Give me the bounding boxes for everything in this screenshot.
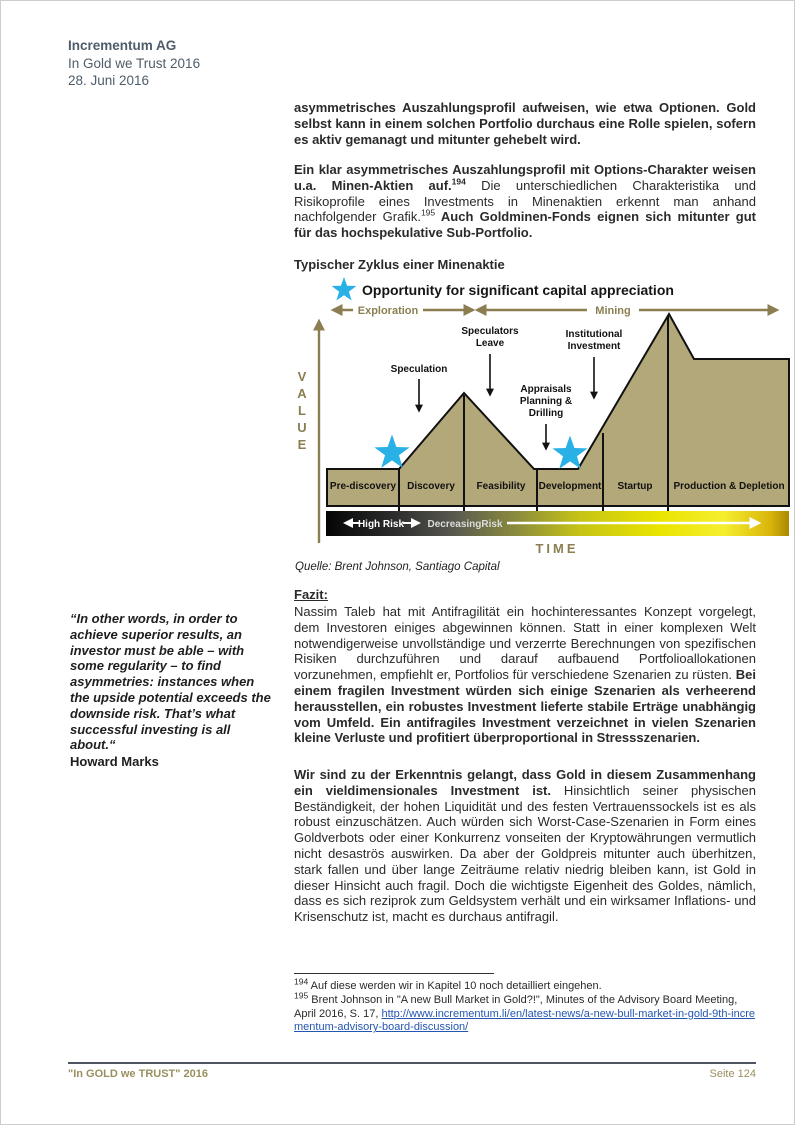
annotation-appraisals: Drilling (528, 408, 564, 419)
stage-label: Pre-discovery (329, 481, 397, 492)
paragraph-text: asymmetrisches Auszahlungsprofil aufweisen, wie etwa Optionen. Gold selbst kann in einem solchen Portfolio durchaus eine Rolle spielen, sofern es aktiv gemanagt und mitunter gehebelt wird. (294, 100, 756, 147)
footnote-text: Auf diese werden wir in Kapitel 10 noch detailliert eingehen. (310, 980, 602, 992)
decreasing-risk-label: DecreasingRisk (427, 519, 503, 530)
exploration-label: Exploration (357, 305, 419, 317)
stage-label: Discovery (407, 481, 455, 492)
paragraph-conclusion (294, 767, 756, 925)
chart-title: Typischer Zyklus einer Minenaktie (294, 257, 505, 272)
stage-label: Development (538, 481, 602, 492)
footer-rule (68, 1062, 756, 1064)
footnotes (294, 973, 756, 1035)
annotation-institutional-investment: Institutional (565, 329, 623, 340)
paragraph-bold-tail: Auch Goldminen-Fonds eignen sich mitunter gut für das hochspekulative Sub-Portfolio. (294, 209, 756, 241)
footnote-link[interactable]: http://www.incrementum.li/en/latest-news/a-new-bull-market-in-gold-9th-incrementum-advisory-board-discussion/ (294, 1007, 755, 1034)
value-axis-letter: E (297, 437, 307, 452)
annotation-institutional-investment: Investment (567, 341, 621, 352)
report-title: In Gold we Trust 2016 (68, 55, 201, 71)
page-footer (68, 1068, 756, 1080)
footnote-text: Brent Johnson in "A new Bull Market in Gold?!", Minutes of the Advisory Board Meeting, April 2016, S. 17, (294, 993, 738, 1020)
paragraph-continued (294, 100, 756, 147)
conclusion-bold-lead: Wir sind zu der Erkenntnis gelangt, dass Gold in diesem Zusammenhang ein vieldimensionales Investment ist. (294, 767, 756, 798)
report-date: 28. Juni 2016 (68, 73, 150, 88)
fazit-bold: Bei einem fragilen Investment würden sich einige Szenarien als verheerend herausstellen, ein robustes Investment lieferte stabile Erträge unabhängig vom Umfeld. Ein antifragiles Investment verzeichnet in vielen Szenarien kleine Verluste und profitiert überproportional in Stressszenarien. (294, 667, 756, 746)
chart-source-caption: Quelle: Brent Johnson, Santiago Capital (295, 561, 500, 573)
legend-label: Opportunity for significant capital appreciation (362, 282, 674, 298)
legend-star-icon (332, 277, 357, 301)
fazit-heading: Fazit: (294, 587, 328, 602)
margin-quote (70, 611, 272, 770)
conclusion-regular: Hinsichtlich seiner physischen Beständigkeit, der hohen Liquidität und des festen Vertrauenssockels ist es als robust einzuschätzen. Auch würden sich Worst-Case-Szenarien in Form eines Goldverbots oder einer Konkurrenz vonseiten der Kryptowährungen vermutlich nicht desaströs auswirken. Da aber der Goldpreis mitunter auch überhitzen, stark fallen und über lange Zeiträume relativ niedrig bleiben kann, ist Gold in dieser Hinsicht auch fragil. Doch die wichtigste Eigenheit des Goldes, nämlich, dass es sich reziprok zum Geldsystem verhält und ein wirksamer Inflations- und Krisenschutz ist, macht es durchaus antifragil. (294, 782, 756, 925)
footnote-195 (294, 990, 756, 1035)
paragraph-regular: Die unterschiedlichen Charakteristika und Risikoprofile eines Investments in Minenaktien erkennt man anhand nachfolgender Grafik. (294, 177, 757, 225)
footer-report-title: "In GOLD we TRUST" 2016 (68, 1068, 209, 1080)
fazit-regular: Nassim Taleb hat mit Antifragilität ein hochinteressantes Konzept vorgelegt, dem Investoren einiges abgewinnen können. Statt in einer komplexen Welt notwendigerweise unvollständige und verzerrte Berechnungen von spezifischen Risiken durchzuführen und darauf aufbauend Portfolioallokationen vorzunehmen, empfiehlt er, Portfolios für verschiedene Szenarien zu rüsten. (294, 604, 756, 683)
annotation-speculation: Speculation (390, 364, 448, 375)
footnote-194 (294, 976, 756, 994)
footnote-number: 194 (294, 976, 309, 987)
paragraph-fazit (294, 604, 756, 746)
footnote-separator (294, 973, 494, 974)
value-axis-letter: V (297, 369, 307, 384)
quote-text: “In other words, in order to achieve superior results, an investor must be able – with some regularity – to find asymmetries: instances when the upside potential exceeds the downside risk. That’s what successful investing is all about.“ (70, 611, 271, 753)
quote-author: Howard Marks (70, 754, 159, 770)
annotation-speculators-leave: Speculators (461, 326, 519, 337)
value-axis-letter: L (298, 403, 306, 418)
stage-label: Startup (617, 481, 653, 492)
footnote-number: 195 (294, 990, 309, 1001)
stage-label: Production & Depletion (673, 481, 785, 492)
footnote-ref-195: 195 (420, 208, 436, 219)
stage-label: Feasibility (476, 481, 526, 492)
annotation-appraisals: Planning & (519, 396, 573, 407)
time-axis-label: TIME (535, 541, 579, 556)
footer-page-number: Seite 124 (709, 1068, 756, 1080)
value-axis-letter: A (297, 386, 307, 401)
annotation-appraisals: Appraisals (520, 384, 572, 395)
mining-label: Mining (595, 305, 631, 317)
mining-cycle-chart (289, 277, 794, 559)
annotation-speculators-leave: Leave (475, 338, 505, 349)
paragraph-mining-stocks (294, 162, 756, 241)
value-axis-letter: U (297, 420, 307, 435)
footnote-ref-194: 194 (451, 176, 466, 187)
paragraph-bold-lead: Ein klar asymmetrisches Auszahlungsprofil mit Options-Charakter weisen u.a. Minen-Aktien auf. (294, 162, 756, 193)
high-risk-label: High Risk (357, 519, 405, 530)
page-header (68, 37, 200, 90)
company-name: Incrementum AG (68, 38, 177, 53)
